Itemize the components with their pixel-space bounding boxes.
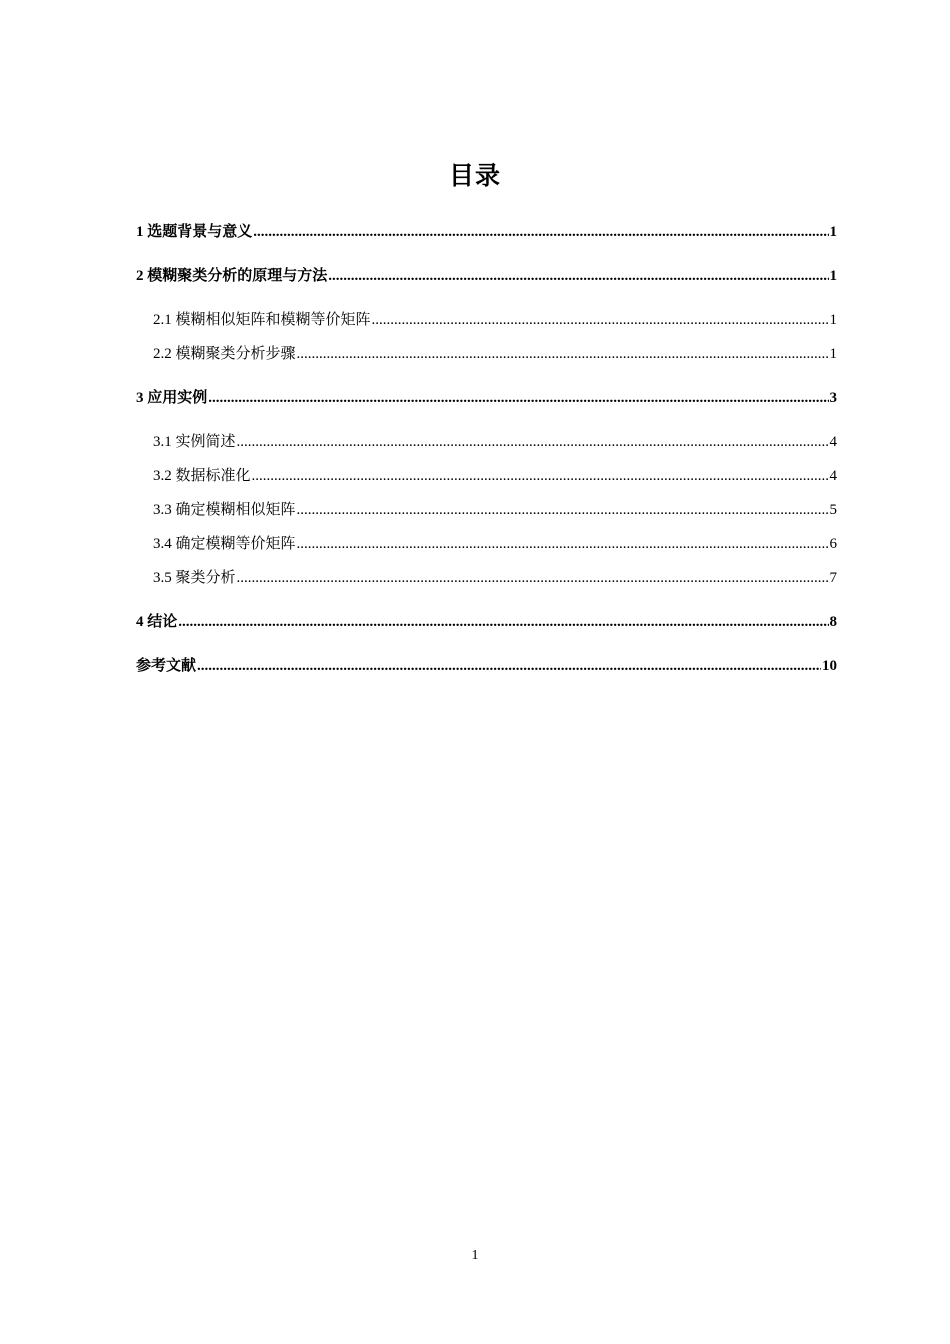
toc-entry-3[interactable] [136,387,837,409]
toc-entry-label: 1 选题背景与意义 [136,224,253,240]
toc-entry-4[interactable] [136,611,837,633]
toc-entry-label: 3.5 聚类分析 [153,570,236,586]
toc-entry-page: 3 [829,390,837,406]
toc-entry-label: 3.1 实例简述 [153,434,236,450]
dot-leader [237,567,829,589]
dot-leader [297,499,829,521]
toc-entry-page: 4 [829,468,837,484]
toc-entry-2-2[interactable] [136,343,837,365]
dot-leader [297,533,829,555]
toc-entry-page: 1 [829,224,837,240]
toc-entry-label: 3.4 确定模糊等价矩阵 [153,536,296,552]
toc-entry-3-5[interactable] [136,567,837,589]
dot-leader [197,655,821,677]
toc-entry-3-4[interactable] [136,533,837,555]
toc-entry-page: 8 [829,614,837,630]
toc-entry-label: 2 模糊聚类分析的原理与方法 [136,268,328,284]
toc-entry-page: 5 [829,502,837,518]
dot-leader [178,611,828,633]
table-of-contents [136,221,837,677]
toc-entry-label: 参考文献 [136,658,197,674]
toc-entry-1[interactable] [136,221,837,243]
toc-entry-page: 6 [829,536,837,552]
toc-entry-label: 4 结论 [136,614,178,630]
dot-leader [328,265,828,287]
toc-entry-2-1[interactable] [136,309,837,331]
toc-entry-page: 7 [829,570,837,586]
page-number: 1 [471,1248,479,1263]
toc-entry-page: 1 [829,346,837,362]
toc-entry-label: 2.1 模糊相似矩阵和模糊等价矩阵 [153,312,371,328]
toc-entry-3-1[interactable] [136,431,837,453]
toc-entry-label: 2.2 模糊聚类分析步骤 [153,346,296,362]
dot-leader [208,387,828,409]
toc-entry-2[interactable] [136,265,837,287]
dot-leader [253,221,828,243]
toc-entry-label: 3 应用实例 [136,390,208,406]
toc-entry-label: 3.3 确定模糊相似矩阵 [153,502,296,518]
dot-leader [372,309,829,331]
toc-entry-3-2[interactable] [136,465,837,487]
toc-entry-page: 1 [829,268,837,284]
dot-leader [237,431,829,453]
toc-entry-page: 10 [822,658,837,674]
toc-title: 目录 [448,161,501,190]
dot-leader [252,465,829,487]
toc-entry-label: 3.2 数据标准化 [153,468,251,484]
toc-entry-page: 4 [829,434,837,450]
toc-entry-3-3[interactable] [136,499,837,521]
toc-entry-page: 1 [829,312,837,328]
toc-entry-references[interactable] [136,655,837,677]
dot-leader [297,343,829,365]
